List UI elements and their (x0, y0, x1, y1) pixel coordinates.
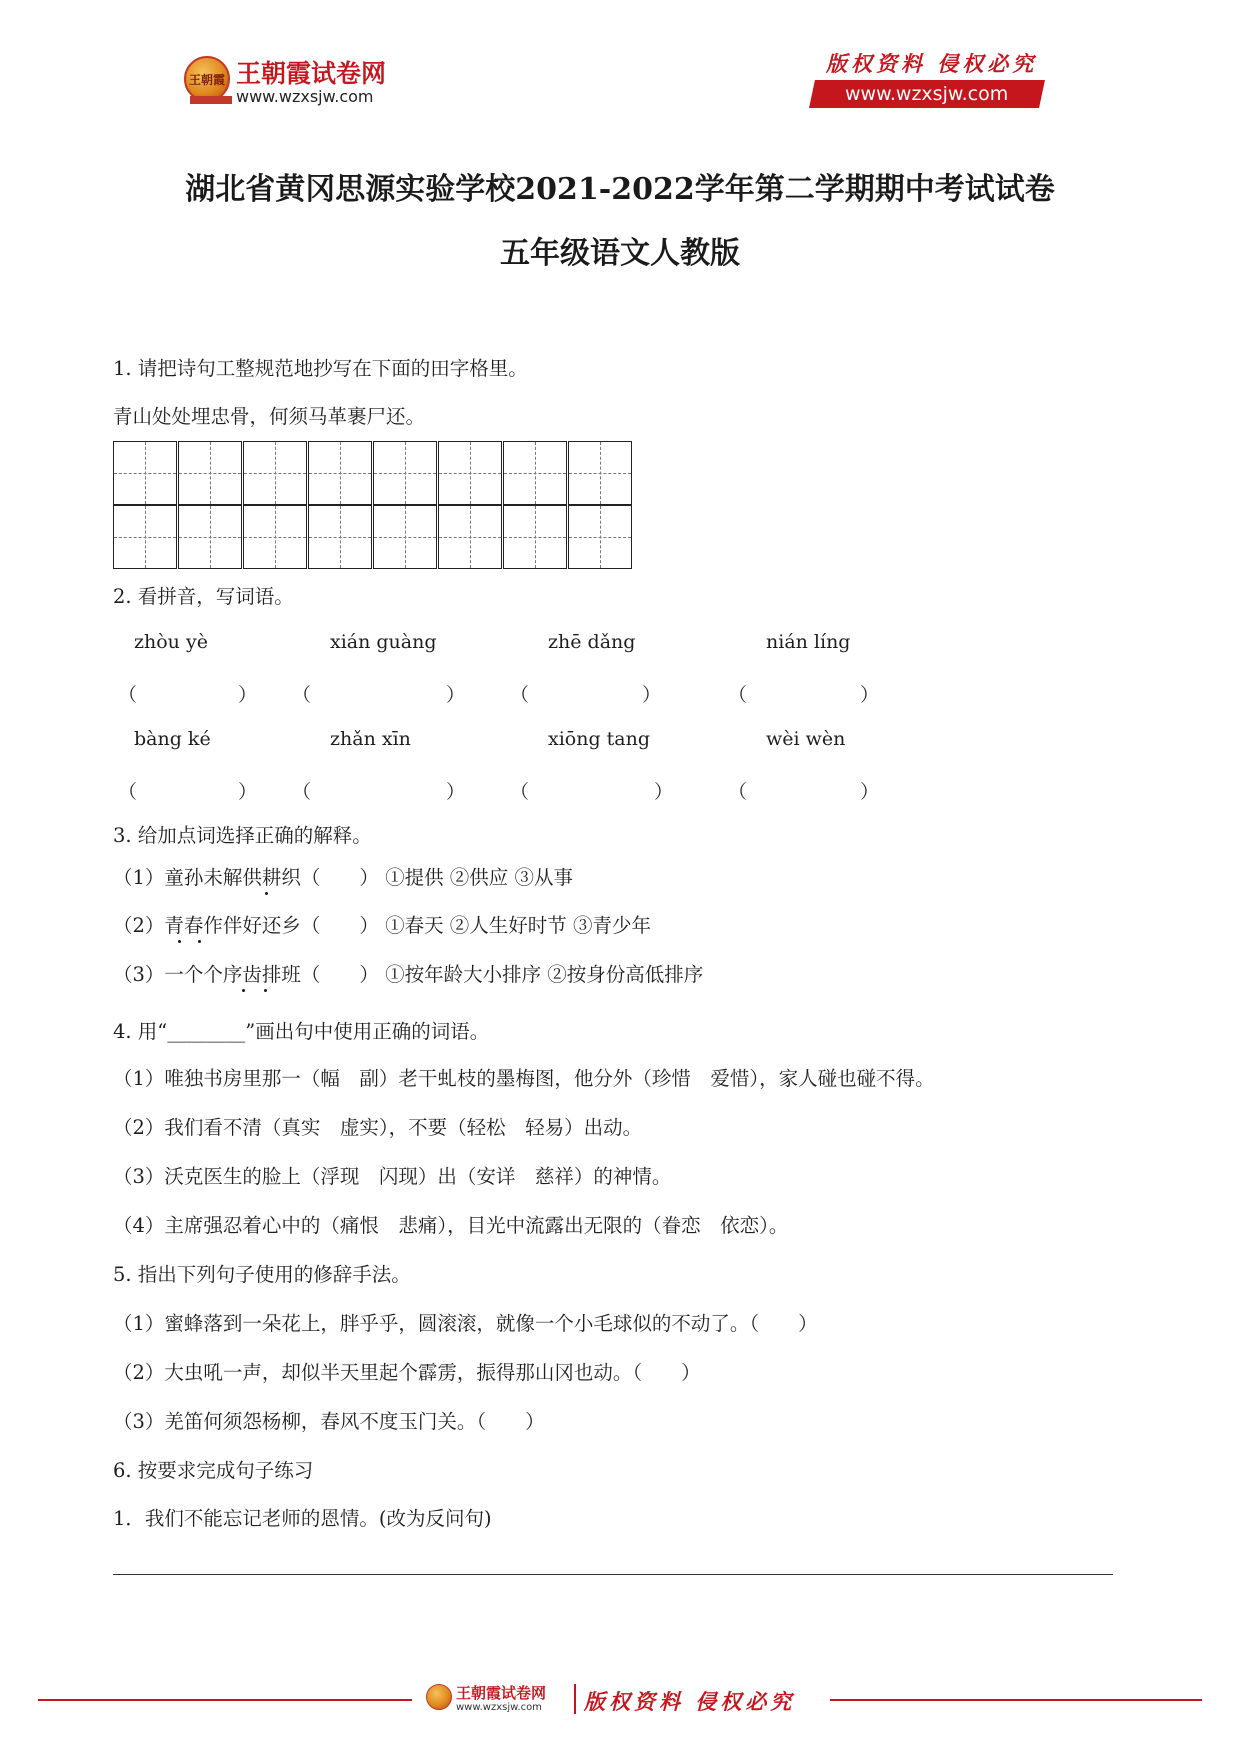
answer-paren-close: ） (238, 684, 258, 706)
tian-grid-cell[interactable] (373, 441, 437, 505)
tian-grid-cell[interactable] (113, 505, 177, 569)
answer-paren-open: （ (292, 781, 312, 803)
pinyin: xián guàng (330, 631, 437, 653)
answer-paren-open: （ (728, 781, 748, 803)
tian-grid-cell[interactable] (308, 505, 372, 569)
pinyin: zhē dǎng (548, 631, 636, 653)
copyright-slogan: 版权资料 侵权必究 (826, 52, 1038, 76)
q2-prompt: 2. 看拼音，写词语。 (113, 585, 294, 608)
tian-grid-cell[interactable] (568, 441, 632, 505)
answer-paren-close: ） (860, 781, 880, 803)
answer-paren-close: ） (860, 684, 880, 706)
q4-item-2: （2）我们看不清（真实 虚实），不要（轻松 轻易）出动。 (113, 1116, 643, 1139)
emphasis-dot (264, 989, 267, 992)
pinyin: zhǎn xīn (330, 728, 411, 750)
tian-grid-cell[interactable] (438, 441, 502, 505)
q3-item-3: （3）一个个序齿排班（ ） ①按年龄大小排序 ②按身份高低排序 (113, 963, 704, 986)
tian-grid-row-1[interactable] (113, 441, 633, 505)
q4-item-3: （3）沃克医生的脸上（浮现 闪现）出（安详 慈祥）的神情。 (113, 1165, 672, 1188)
footer-slogan: 版权资料 侵权必究 (584, 1690, 796, 1714)
emphasis-dot (178, 940, 181, 943)
answer-paren-close: ） (654, 781, 674, 803)
tian-grid-cell[interactable] (438, 505, 502, 569)
answer-paren-open: （ (292, 684, 312, 706)
site-logo-url[interactable]: www.wzxsjw.com (236, 87, 374, 106)
footer-rule-left (38, 1699, 412, 1701)
footer-rule-right (830, 1699, 1202, 1701)
tian-grid-cell[interactable] (178, 505, 242, 569)
q3-item-1: （1）童孙未解供耕织（ ） ①提供 ②供应 ③从事 (113, 866, 574, 889)
q4-prompt: 4. 用“________”画出句中使用正确的词语。 (113, 1020, 490, 1043)
q1-poem: 青山处处埋忠骨，何须马革裹尸还。 (113, 405, 426, 428)
logo-badge-icon: 王朝霞 (184, 56, 230, 102)
tian-grid-row-2[interactable] (113, 505, 633, 569)
answer-paren-close: ） (642, 684, 662, 706)
q1-prompt: 1. 请把诗句工整规范地抄写在下面的田字格里。 (113, 357, 528, 380)
pinyin: zhòu yè (134, 631, 208, 653)
url-banner-text: www.wzxsjw.com (845, 83, 1009, 105)
emphasis-dot (242, 989, 245, 992)
tian-grid-cell[interactable] (503, 441, 567, 505)
answer-paren-open: （ (510, 781, 530, 803)
q6-item-1: 1．我们不能忘记老师的恩情。(改为反问句) (113, 1507, 492, 1530)
q3-prompt: 3. 给加点词选择正确的解释。 (113, 824, 372, 847)
exam-subtitle: 五年级语文人教版 (500, 236, 740, 271)
emphasis-dot (265, 892, 268, 895)
exam-title: 湖北省黄冈思源实验学校2021-2022学年第二学期期中考试试卷 (185, 172, 1055, 207)
tian-grid-cell[interactable] (113, 441, 177, 505)
url-banner[interactable] (809, 80, 1045, 108)
q5-item-3: （3）羌笛何须怨杨柳，春风不度玉门关。（ ） (113, 1410, 545, 1433)
answer-paren-open: （ (118, 684, 138, 706)
pinyin: xiōng tang (548, 728, 651, 750)
emphasis-dot (198, 940, 201, 943)
tian-grid-cell[interactable] (373, 505, 437, 569)
q5-item-2: （2）大虫吼一声，却似半天里起个霹雳，振得那山冈也动。（ ） (113, 1361, 701, 1384)
pinyin: bàng ké (134, 728, 211, 750)
q6-prompt: 6. 按要求完成句子练习 (113, 1459, 314, 1482)
answer-line[interactable] (113, 1574, 1113, 1575)
answer-paren-close: ） (238, 781, 258, 803)
tian-grid-cell[interactable] (243, 505, 307, 569)
footer-separator (574, 1684, 576, 1714)
tian-grid-cell[interactable] (243, 441, 307, 505)
footer-logo-url[interactable]: www.wzxsjw.com (456, 1702, 542, 1713)
answer-paren-open: （ (118, 781, 138, 803)
logo-ribbon (190, 96, 232, 104)
q4-item-1: （1）唯独书房里那一（幅 副）老干虬枝的墨梅图，他分外（珍惜 爱惜），家人碰也碰不得。 (113, 1067, 935, 1090)
footer-logo-name[interactable]: 王朝霞试卷网 (456, 1684, 547, 1702)
tian-grid-cell[interactable] (503, 505, 567, 569)
site-logo-name[interactable]: 王朝霞试卷网 (236, 59, 387, 88)
pinyin: nián líng (766, 631, 851, 653)
tian-grid-cell[interactable] (568, 505, 632, 569)
q5-prompt: 5. 指出下列句子使用的修辞手法。 (113, 1263, 411, 1286)
q3-item-2: （2）青春作伴好还乡（ ） ①春天 ②人生好时节 ③青少年 (113, 914, 652, 937)
tian-grid-cell[interactable] (178, 441, 242, 505)
pinyin: wèi wèn (766, 728, 846, 750)
answer-paren-close: ） (446, 781, 466, 803)
q4-item-4: （4）主席强忍着心中的（痛恨 悲痛），目光中流露出无限的（眷恋 依恋）。 (113, 1214, 789, 1237)
answer-paren-close: ） (446, 684, 466, 706)
answer-paren-open: （ (510, 684, 530, 706)
tian-grid-cell[interactable] (308, 441, 372, 505)
q5-item-1: （1）蜜蜂落到一朵花上，胖乎乎，圆滚滚，就像一个小毛球似的不动了。（ ） (113, 1312, 818, 1335)
answer-paren-open: （ (728, 684, 748, 706)
footer-logo-icon (426, 1684, 452, 1710)
